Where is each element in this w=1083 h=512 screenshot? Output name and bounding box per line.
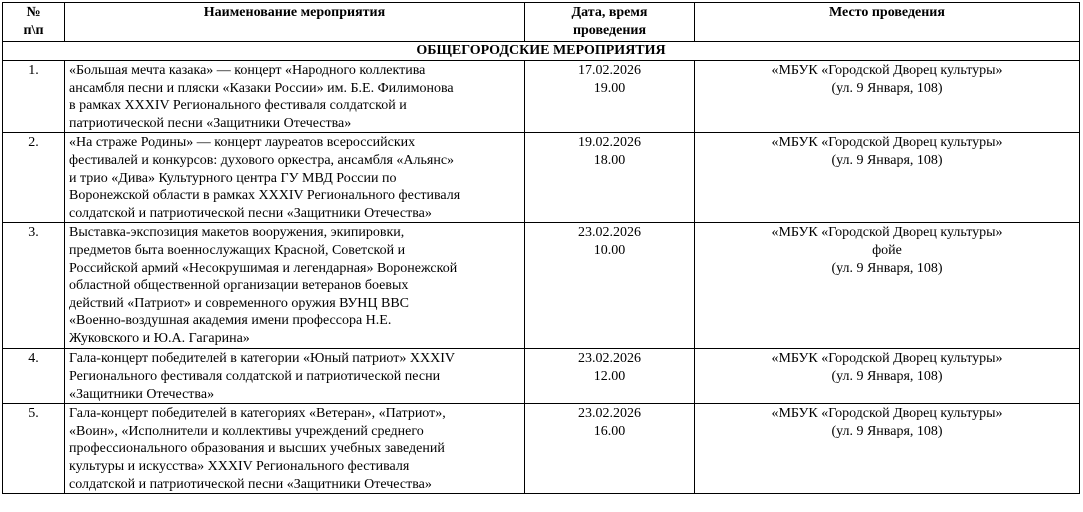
event-name-line: «Военно-воздушная академия имени профессора Н.Е. — [69, 313, 392, 329]
event-datetime — [525, 349, 695, 404]
event-date: 23.02.2026 — [578, 225, 641, 241]
event-venue-line: (ул. 9 Января, 108) — [831, 423, 943, 439]
event-name — [65, 133, 525, 223]
event-name-line: «Защитники Отечества» — [69, 386, 215, 402]
table-body — [3, 42, 1080, 494]
header-name — [65, 3, 525, 42]
row-number: 1. — [3, 61, 65, 133]
event-date: 17.02.2026 — [578, 63, 641, 78]
event-name-line: «Большая мечта казака» — концерт «Народного коллектива — [69, 63, 426, 78]
event-venue — [695, 223, 1080, 349]
event-venue — [695, 349, 1080, 404]
row-number: 4. — [3, 349, 65, 404]
event-name-line: и трио «Дива» Культурного центра ГУ МВД России по — [69, 170, 397, 186]
header-num — [3, 3, 65, 42]
header-name-line: Наименование мероприятия — [203, 5, 386, 20]
event-name-line: Российской армий «Несокрушимая и легендарная» Воронежской — [69, 260, 458, 276]
row-number: 5. — [3, 404, 65, 494]
event-time: 16.00 — [593, 423, 626, 439]
event-name — [65, 223, 525, 349]
table-row — [3, 133, 1080, 223]
event-venue-line: (ул. 9 Января, 108) — [831, 368, 943, 384]
header-venue — [695, 3, 1080, 42]
section-row — [3, 42, 1080, 61]
event-venue-line: фойе — [872, 242, 902, 258]
event-datetime — [525, 404, 695, 494]
event-name-line: ансамбля песни и пляски «Казаки России» им. Б.Е. Филимонова — [69, 80, 454, 96]
event-date: 23.02.2026 — [578, 406, 641, 422]
event-name-line: патриотической песни «Защитники Отечества» — [69, 115, 352, 131]
event-name-line: солдатской и патриотической песни «Защитники Отечества» — [69, 476, 432, 492]
event-venue — [695, 404, 1080, 494]
event-venue-line: (ул. 9 Января, 108) — [831, 152, 943, 168]
event-name-line: фестивалей и конкурсов: духового оркестра, ансамбля «Альянс» — [69, 152, 455, 168]
event-venue-line: «МБУК «Городской Дворец культуры» — [771, 63, 1003, 78]
event-date: 19.02.2026 — [578, 135, 641, 151]
event-time: 12.00 — [593, 368, 626, 384]
event-name-line: Регионального фестиваля солдатской и патриотической песни — [69, 368, 441, 384]
header-date-line: Дата, время — [571, 5, 648, 20]
table-row — [3, 223, 1080, 349]
table-row — [3, 61, 1080, 133]
event-name — [65, 61, 525, 133]
header-date-line: проведения — [572, 22, 647, 38]
event-venue-line: (ул. 9 Января, 108) — [831, 260, 943, 276]
header-date — [525, 3, 695, 42]
event-time: 10.00 — [593, 242, 626, 258]
header-num-line: п\п — [23, 22, 44, 38]
event-name-line: Жуковского и Ю.А. Гагарина» — [69, 330, 250, 346]
event-venue-line: «МБУК «Городской Дворец культуры» — [771, 351, 1003, 367]
header-row — [3, 3, 1080, 42]
event-name-line: солдатской и патриотической песни «Защитники Отечества» — [69, 205, 432, 221]
header-venue-line: Место проведения — [829, 5, 945, 20]
event-name-line: культуры и искусства» XXXIV Регионального фестиваля — [69, 458, 410, 474]
event-name-line: Гала-концерт победителей в категории «Юный патриот» XXXIV — [69, 351, 455, 367]
event-date: 23.02.2026 — [578, 351, 641, 367]
event-venue — [695, 61, 1080, 133]
event-datetime — [525, 133, 695, 223]
event-venue-line: «МБУК «Городской Дворец культуры» — [771, 135, 1003, 151]
event-venue-line: «МБУК «Городской Дворец культуры» — [771, 406, 1003, 422]
event-name-line: областной общественной организации ветеранов боевых — [69, 278, 409, 294]
event-name-line: Гала-концерт победителей в категориях «Ветеран», «Патриот», — [69, 406, 446, 422]
event-venue — [695, 133, 1080, 223]
event-venue-line: «МБУК «Городской Дворец культуры» — [771, 225, 1003, 241]
event-name-line: Воронежской области в рамках XXXIV Регионального фестиваля — [69, 188, 461, 204]
event-name-line: «На страже Родины» — концерт лауреатов всероссийских — [69, 135, 416, 151]
event-name-line: «Воин», «Исполнители и коллективы учреждений среднего — [69, 423, 424, 439]
event-name-line: профессионального образования и высших учебных заведений — [69, 441, 445, 457]
event-time: 18.00 — [593, 152, 626, 168]
event-name-line: действий «Патриот» и современного оружия ВУНЦ ВВС — [69, 295, 409, 311]
events-table — [2, 2, 1080, 494]
event-name — [65, 404, 525, 494]
event-name-line: в рамках XXXIV Регионального фестиваля солдатской и — [69, 98, 407, 114]
event-venue-line: (ул. 9 Января, 108) — [831, 80, 943, 96]
row-number: 2. — [3, 133, 65, 223]
event-name-line: Выставка-экспозиция макетов вооружения, экипировки, — [69, 225, 405, 241]
event-time: 19.00 — [593, 80, 626, 96]
section-title: ОБЩЕГОРОДСКИЕ МЕРОПРИЯТИЯ — [3, 42, 1080, 61]
event-name-line: предметов быта военнослужащих Красной, Советской и — [69, 242, 406, 258]
table-row — [3, 404, 1080, 494]
row-number: 3. — [3, 223, 65, 349]
header-num-line: № — [26, 5, 41, 20]
table-row — [3, 349, 1080, 404]
event-datetime — [525, 223, 695, 349]
event-datetime — [525, 61, 695, 133]
event-name — [65, 349, 525, 404]
